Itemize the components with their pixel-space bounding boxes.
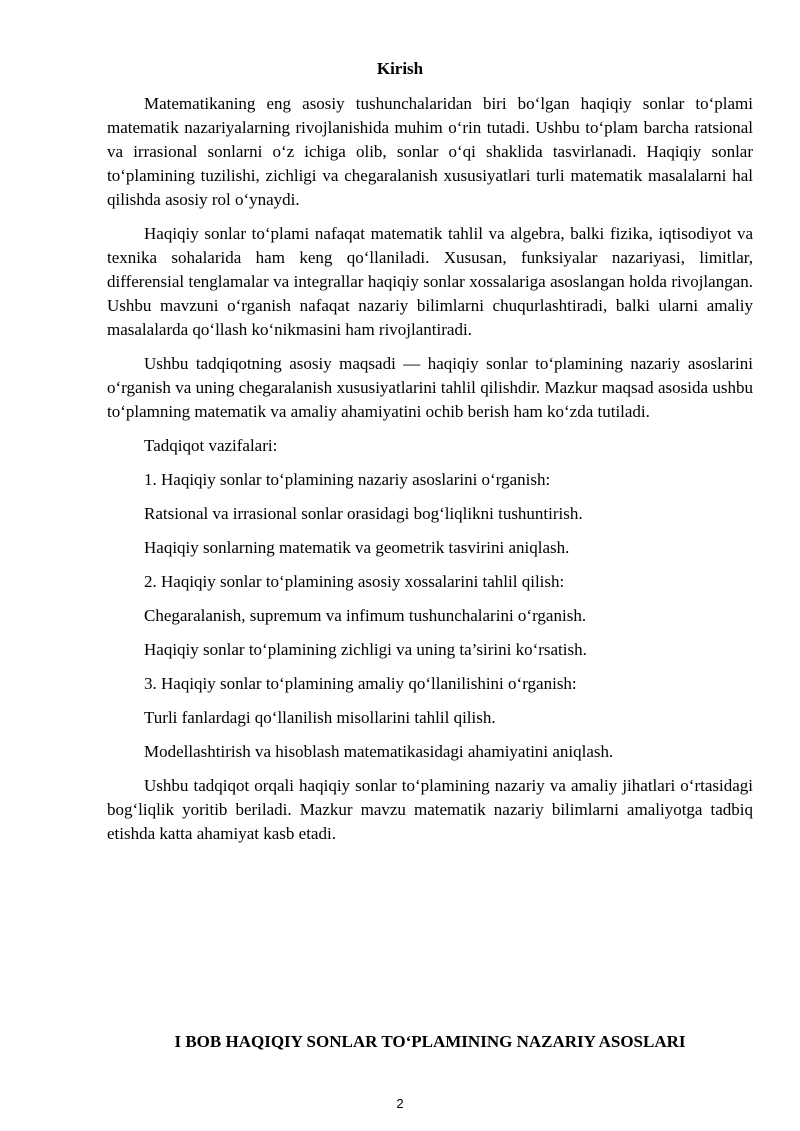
intro-paragraph-3: Ushbu tadqiqotning asosiy maqsadi — haqiqiy sonlar to‘plamining nazariy asoslarini o‘rganish va uning chegaralanish xususiyatlarini tahlil qilishdir. Mazkur maqsad asosida ushbu to‘plamning matematik va amaliy ahamiyatini ochib berish ham ko‘zda tutiladi. xyxy=(107,354,753,421)
task-item: Haqiqiy sonlarning matematik va geometrik tasvirini aniqlash. xyxy=(144,538,570,557)
task-item: Chegaralanish, supremum va infimum tushunchalarini o‘rganish. xyxy=(144,606,587,625)
task-item: Modellashtirish va hisoblash matematikasidagi ahamiyatini aniqlash. xyxy=(144,742,614,761)
page-number: 2 xyxy=(396,1096,404,1111)
task-item: Ratsional va irrasional sonlar orasidagi bog‘liqlikni tushuntirish. xyxy=(144,504,583,523)
section-title: Kirish xyxy=(376,59,424,78)
intro-paragraph-1: Matematikaning eng asosiy tushunchalaridan biri bo‘lgan haqiqiy sonlar to‘plami matematik nazariyalarning rivojlanishida muhim o‘rin tutadi. Ushbu to‘plam barcha ratsional va irrasional sonlarni o‘z ichiga olib, sonlar o‘qi shaklida tasvirlanadi. Haqiqiy sonlar to‘plamining tuzilishi, zichligi va chegaralanish xususiyatlari turli matematik masalalarni hal qilishda asosiy rol o‘ynaydi. xyxy=(107,94,753,209)
document-body xyxy=(107,92,753,856)
task-item: 3. Haqiqiy sonlar to‘plamining amaliy qo‘llanilishini o‘rganish: xyxy=(144,674,577,693)
task-item: Haqiqiy sonlar to‘plamining zichligi va uning ta’sirini ko‘rsatish. xyxy=(144,640,587,659)
task-item: 1. Haqiqiy sonlar to‘plamining nazariy asoslarini o‘rganish: xyxy=(144,470,551,489)
chapter-heading: I BOB HAQIQIY SONLAR TO‘PLAMINING NAZARIY ASOSLARI xyxy=(174,1032,686,1051)
conclusion-paragraph: Ushbu tadqiqot orqali haqiqiy sonlar to‘plamining nazariy va amaliy jihatlari o‘rtasidagi bog‘liqlik yoritib beriladi. Mazkur mavzu matematik nazariy bilimlarni amaliyotga tadbiq etishda katta ahamiyat kasb etadi. xyxy=(107,776,753,843)
task-item: 2. Haqiqiy sonlar to‘plamining asosiy xossalarini tahlil qilish: xyxy=(144,572,565,591)
intro-paragraph-2: Haqiqiy sonlar to‘plami nafaqat matematik tahlil va algebra, balki fizika, iqtisodiyot va texnika sohalarida ham keng qo‘llaniladi. Xususan, funksiyalar nazariyasi, limitlar, differensial tenglamalar va integrallar haqiqiy sonlar xossalariga asoslangan holda rivojlangan. Ushbu mavzuni o‘rganish nafaqat nazariy bilimlarni chuqurlashtiradi, balki ularni amaliy masalalarda qo‘llash ko‘nikmasini ham rivojlantiradi. xyxy=(107,224,753,339)
tasks-heading: Tadqiqot vazifalari: xyxy=(144,436,278,455)
task-item: Turli fanlardagi qo‘llanilish misollarini tahlil qilish. xyxy=(144,708,496,727)
